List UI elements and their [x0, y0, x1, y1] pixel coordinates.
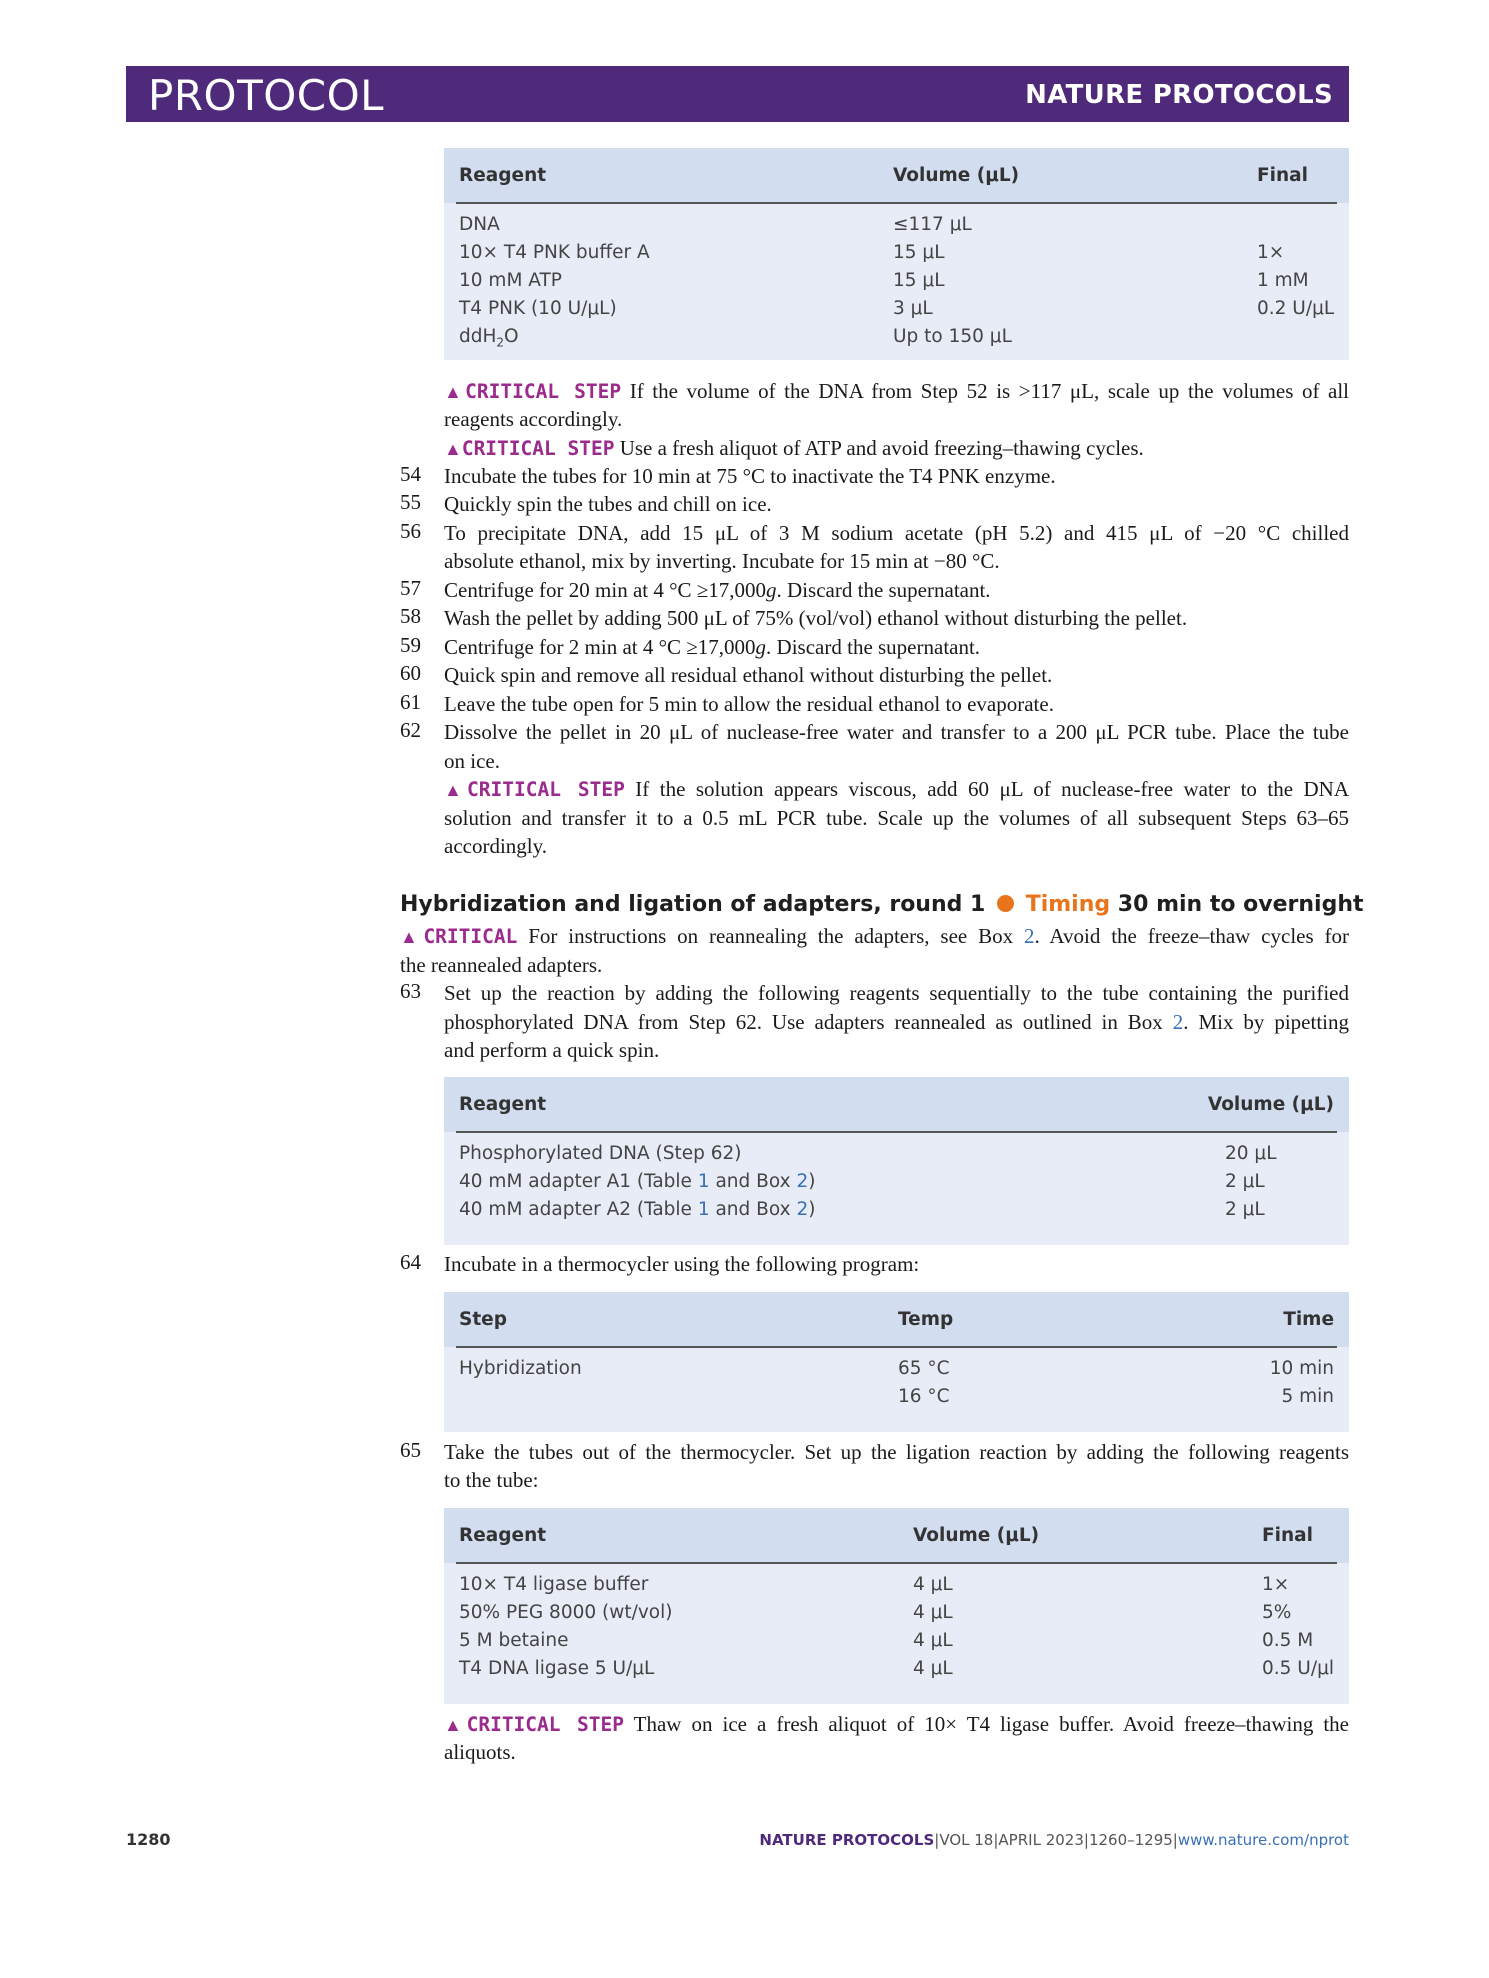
critical-step-4 — [444, 1710, 1349, 1739]
box-link[interactable]: 2 — [1172, 1010, 1184, 1034]
step-text: Set up the reaction by adding the following reagents sequentially to the tube containing the purified — [444, 981, 1349, 1005]
step-number: 65 — [400, 1438, 421, 1462]
table-header — [444, 148, 1349, 203]
step-text-part: g — [766, 578, 777, 602]
footer-separator: | — [934, 1831, 940, 1849]
table-cell: 0.5 M — [1262, 1630, 1314, 1651]
critical-text: If the solution appears viscous, add 60 μL of nuclease-free water to the DNA — [635, 777, 1349, 801]
table-cell: 5 M betaine — [459, 1630, 569, 1651]
table-cell: 10 min — [1269, 1358, 1334, 1379]
step-number: 59 — [400, 633, 421, 657]
section-label: PROTOCOL — [148, 71, 385, 120]
step-number: 57 — [400, 576, 421, 600]
table-cell: Up to 150 μL — [893, 326, 1012, 347]
header-rule — [456, 1346, 1337, 1348]
col-reagent: Reagent — [459, 1094, 547, 1115]
critical-label: CRITICAL STEP — [466, 1713, 624, 1736]
step-number: 64 — [400, 1250, 421, 1274]
header-rule — [456, 1562, 1337, 1564]
header-rule — [456, 1131, 1337, 1133]
critical-text: Use a fresh aliquot of ATP and avoid freezing–thawing cycles. — [619, 436, 1144, 460]
table-cell: ≤117 μL — [893, 214, 972, 235]
step-text-part: . Discard the supernatant. — [776, 578, 991, 602]
table-cell: 4 μL — [913, 1658, 953, 1679]
col-time: Time — [1283, 1309, 1334, 1330]
box-link[interactable]: 2 — [796, 1199, 809, 1220]
table-cell: 10× T4 ligase buffer — [459, 1574, 649, 1595]
table-cell: T4 PNK (10 U/μL) — [459, 298, 617, 319]
timing-value: 30 min to overnight — [1117, 892, 1364, 917]
critical-label: CRITICAL STEP — [465, 380, 622, 403]
table-cell: 5% — [1262, 1602, 1292, 1623]
col-step: Step — [459, 1309, 507, 1330]
step-text: Dissolve the pellet in 20 μL of nuclease-free water and transfer to a 200 μL PCR tube. Place the tube — [444, 720, 1349, 744]
cell-text: 40 mM adapter A1 (Table — [459, 1171, 698, 1192]
table-cell: Hybridization — [459, 1358, 582, 1379]
table-cell: 1 mM — [1257, 270, 1309, 291]
table-cell: 10× T4 PNK buffer A — [459, 242, 650, 263]
footer-journal: NATURE PROTOCOLS — [759, 1831, 935, 1849]
step-text — [444, 576, 991, 604]
warning-triangle-icon: ▲ — [444, 382, 466, 402]
step-number: 62 — [400, 718, 421, 742]
critical-label: CRITICAL STEP — [467, 778, 625, 801]
adapter-hybridization-table — [444, 1077, 1349, 1245]
critical-text: . Avoid the freeze–thaw cycles for — [1034, 924, 1350, 948]
page-number: 1280 — [126, 1830, 171, 1849]
cell-text: and Box — [709, 1171, 797, 1192]
table-cell: 65 °C — [898, 1358, 950, 1379]
critical-note — [400, 922, 1349, 951]
step-number: 61 — [400, 690, 421, 714]
timing-label: Timing — [1025, 892, 1111, 917]
cell-text: and Box — [709, 1199, 797, 1220]
table-cell: 20 μL — [1225, 1143, 1277, 1164]
step-text — [444, 1008, 1349, 1036]
critical-text: aliquots. — [444, 1740, 516, 1764]
step-text: Incubate in a thermocycler using the following program: — [444, 1252, 920, 1276]
step-text: Leave the tube open for 5 min to allow the residual ethanol to evaporate. — [444, 692, 1054, 716]
table-cell: 4 μL — [913, 1574, 953, 1595]
table-cell: DNA — [459, 214, 500, 235]
table-cell: 0.2 U/μL — [1257, 298, 1335, 319]
cell-text: ) — [808, 1171, 816, 1192]
step-text-part: phosphorylated DNA from Step 62. Use adapters reannealed as outlined in Box — [444, 1010, 1173, 1034]
table-cell — [459, 1171, 815, 1192]
table-cell: 1× — [1262, 1574, 1290, 1595]
header-rule — [456, 202, 1337, 204]
journal-citation — [759, 1831, 1349, 1849]
col-temp: Temp — [898, 1309, 954, 1330]
table-header — [444, 1292, 1349, 1347]
table-cell: 1× — [1257, 242, 1285, 263]
col-reagent: Reagent — [459, 1525, 547, 1546]
step-number: 54 — [400, 462, 421, 486]
table-cell: 2 μL — [1225, 1171, 1265, 1192]
cell-text: 40 mM adapter A2 (Table — [459, 1199, 698, 1220]
step-number: 58 — [400, 604, 421, 628]
footer-date: APRIL 2023 — [998, 1831, 1084, 1849]
table-cell: 2 μL — [1225, 1199, 1265, 1220]
col-final: Final — [1257, 165, 1308, 186]
step-text-part: Centrifuge for 2 min at 4 °C ≥17,000 — [444, 635, 756, 659]
col-volume: Volume (μL) — [893, 165, 1020, 186]
warning-triangle-icon: ▲ — [400, 927, 424, 947]
table-cell: Phosphorylated DNA (Step 62) — [459, 1143, 742, 1164]
footer-separator: | — [993, 1831, 999, 1849]
step-text: and perform a quick spin. — [444, 1038, 660, 1062]
ddh2o-sub: 2 — [496, 335, 505, 350]
box-link[interactable]: 2 — [1023, 924, 1035, 948]
table-cell: T4 DNA ligase 5 U/μL — [459, 1658, 655, 1679]
ddh2o-end: O — [504, 326, 519, 347]
section-heading — [400, 892, 1364, 917]
critical-text: For instructions on reannealing the adapters, see Box — [528, 924, 1024, 948]
footer-separator: | — [1172, 1831, 1178, 1849]
step-text: Quickly spin the tubes and chill on ice. — [444, 492, 772, 516]
table-cell: 10 mM ATP — [459, 270, 562, 291]
step-text: Quick spin and remove all residual ethanol without disturbing the pellet. — [444, 663, 1053, 687]
table-cell — [459, 326, 519, 350]
step-text: on ice. — [444, 749, 500, 773]
footer-pages: 1260–1295 — [1088, 1831, 1173, 1849]
step-text-part: Centrifuge for 20 min at 4 °C ≥17,000 — [444, 578, 767, 602]
col-volume: Volume (μL) — [913, 1525, 1040, 1546]
critical-text: If the volume of the DNA from Step 52 is >117 μL, scale up the volumes of all — [629, 379, 1350, 403]
table-cell: 4 μL — [913, 1602, 953, 1623]
step-text: Wash the pellet by adding 500 μL of 75% (vol/vol) ethanol without disturbing the pellet. — [444, 606, 1188, 630]
critical-text: Thaw on ice a fresh aliquot of 10× T4 ligase buffer. Avoid freeze–thawing the — [633, 1712, 1350, 1736]
critical-step-3 — [444, 775, 1349, 804]
section-title: Hybridization and ligation of adapters, round 1 — [400, 892, 986, 917]
journal-name: NATURE PROTOCOLS — [1025, 80, 1333, 110]
journal-url-link[interactable]: www.nature.com/nprot — [1177, 1831, 1349, 1849]
step-text: to the tube: — [444, 1468, 539, 1492]
warning-triangle-icon: ▲ — [444, 780, 468, 800]
thermocycler-program-table — [444, 1292, 1349, 1432]
table-cell: 3 μL — [893, 298, 933, 319]
table-header — [444, 1508, 1349, 1563]
step-text: absolute ethanol, mix by inverting. Incubate for 15 min at −80 °C. — [444, 549, 1000, 573]
ddh2o-base: ddH — [459, 326, 497, 347]
step-text-part: g — [755, 635, 767, 659]
ligation-reaction-table — [444, 1508, 1349, 1704]
step-text: Take the tubes out of the thermocycler. Set up the ligation reaction by adding the following reagents — [444, 1440, 1349, 1464]
critical-label: CRITICAL STEP — [461, 437, 615, 460]
table-cell: 0.5 U/μl — [1262, 1658, 1334, 1679]
footer-volume: VOL 18 — [939, 1831, 994, 1849]
step-text: Incubate the tubes for 10 min at 75 °C to inactivate the T4 PNK enzyme. — [444, 464, 1056, 488]
table-link[interactable]: 1 — [697, 1171, 710, 1192]
critical-label: CRITICAL — [423, 925, 518, 948]
box-link[interactable]: 2 — [796, 1171, 809, 1192]
timing-dot-icon — [997, 895, 1014, 912]
step-number: 55 — [400, 490, 421, 514]
step-number: 63 — [400, 979, 421, 1003]
table-link[interactable]: 1 — [697, 1199, 710, 1220]
critical-text: the reannealed adapters. — [400, 953, 603, 977]
header-bar — [126, 66, 1349, 122]
step-text-part: . Discard the supernatant. — [766, 635, 981, 659]
table-cell: 16 °C — [898, 1386, 950, 1407]
table-cell: 15 μL — [893, 242, 945, 263]
step-number: 60 — [400, 661, 421, 685]
critical-text: solution and transfer it to a 0.5 mL PCR tube. Scale up the volumes of all subsequent Steps 63–65 — [444, 806, 1349, 830]
table-cell: 4 μL — [913, 1630, 953, 1651]
critical-text: accordingly. — [444, 834, 548, 858]
table-header — [444, 1077, 1349, 1132]
col-final: Final — [1262, 1525, 1313, 1546]
step-number: 56 — [400, 519, 421, 543]
table-cell: 5 min — [1281, 1386, 1334, 1407]
pnk-reaction-table — [444, 148, 1349, 360]
critical-step-1 — [444, 377, 1349, 406]
critical-text: reagents accordingly. — [444, 407, 623, 431]
col-volume: Volume (μL) — [1207, 1094, 1334, 1115]
step-text: To precipitate DNA, add 15 μL of 3 M sodium acetate (pH 5.2) and 415 μL of −20 °C chilled — [444, 521, 1349, 545]
step-text-part: . Mix by pipetting — [1183, 1010, 1349, 1034]
warning-triangle-icon: ▲ — [444, 1715, 467, 1735]
step-text — [444, 633, 980, 661]
table-cell: 50% PEG 8000 (wt/vol) — [459, 1602, 673, 1623]
warning-triangle-icon: ▲ — [444, 439, 462, 459]
table-cell: 15 μL — [893, 270, 945, 291]
table-cell — [459, 1199, 815, 1220]
col-reagent: Reagent — [459, 165, 547, 186]
critical-step-2 — [444, 434, 1144, 463]
footer-separator: | — [1083, 1831, 1089, 1849]
cell-text: ) — [808, 1199, 816, 1220]
